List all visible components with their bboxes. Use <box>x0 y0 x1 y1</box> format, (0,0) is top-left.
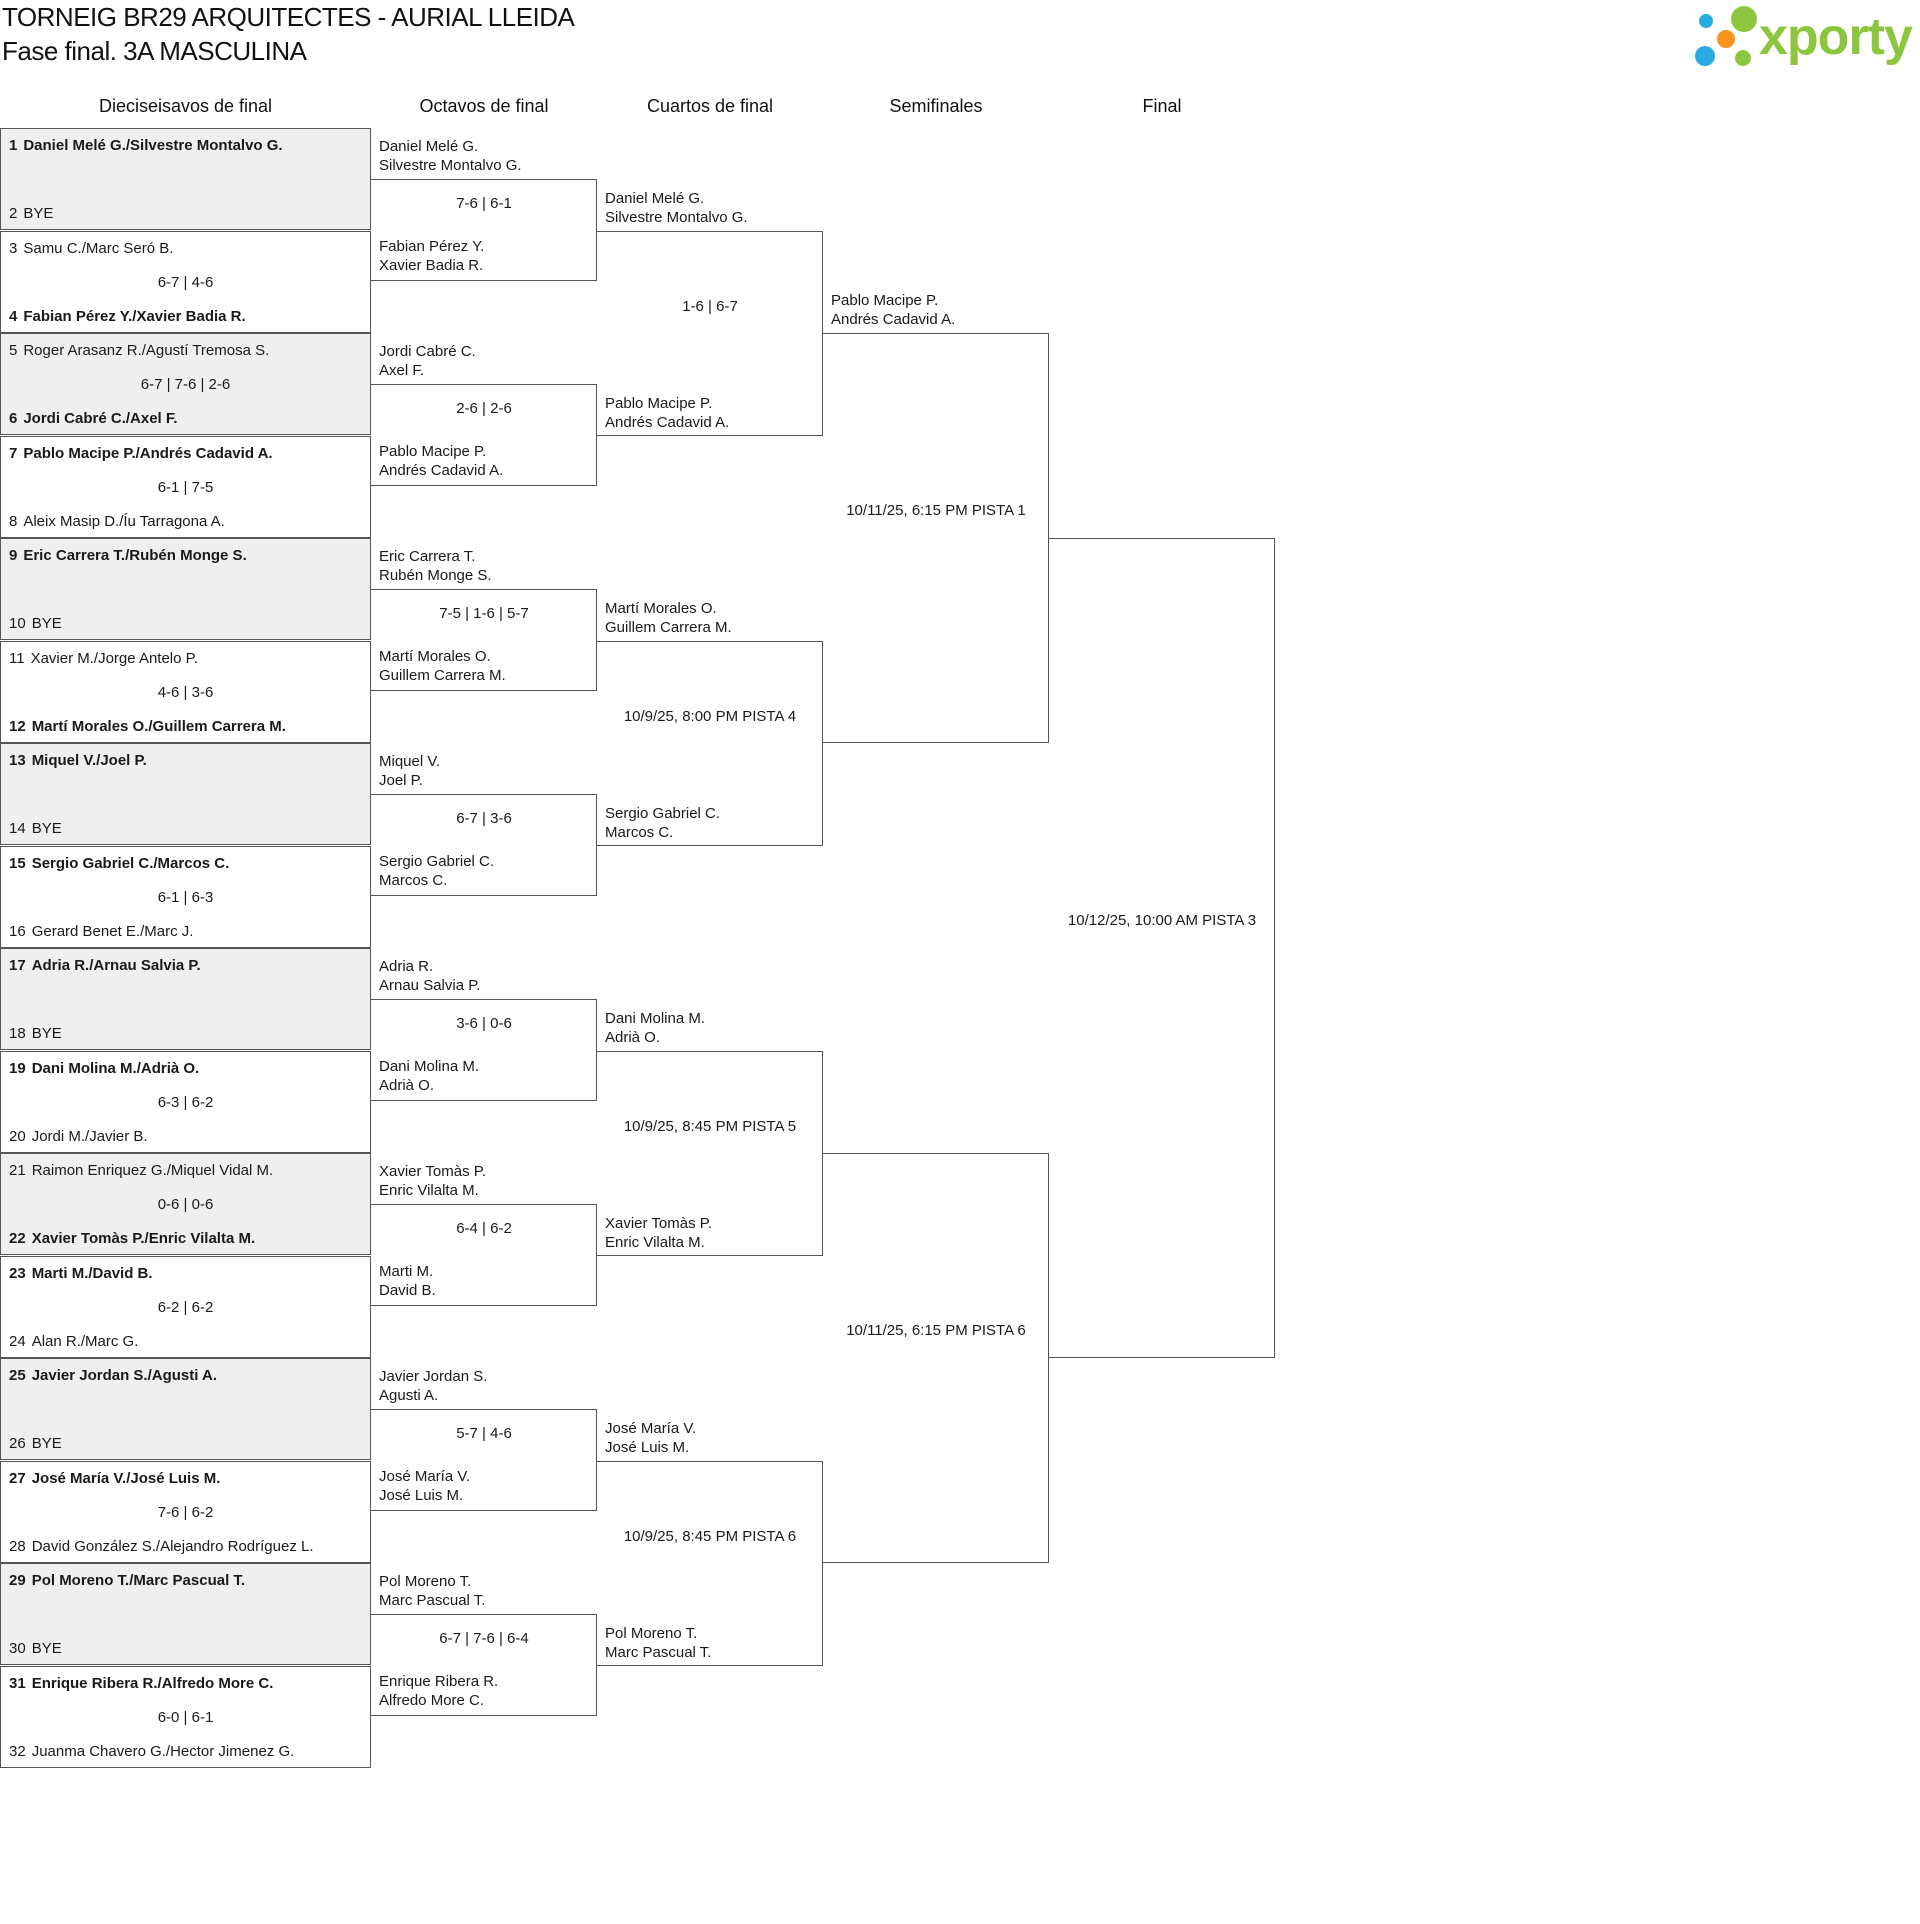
player-name: Xavier Tomàs P. <box>379 1163 486 1180</box>
logo-dot-blue-icon <box>1699 14 1713 28</box>
player-name: Martí Morales O. <box>605 599 717 617</box>
team-name: Enrique Ribera R./Alfredo More C. <box>31 1674 274 1692</box>
match-info: 1-6 | 6-7 <box>682 297 738 315</box>
player-name: Andrés Cadavid A. <box>831 311 956 328</box>
seed-number: 8 <box>9 512 18 530</box>
r32-team-top <box>9 1675 273 1692</box>
team-name: David González S./Alejandro Rodríguez L. <box>31 1537 314 1555</box>
r32-match <box>0 641 371 743</box>
r32-team-top <box>9 752 147 769</box>
r32-match <box>0 846 371 948</box>
player-name: Javier Jordan S. <box>379 1368 488 1385</box>
r16-team-bottom <box>379 1672 498 1710</box>
player-name: Silvestre Montalvo G. <box>605 208 748 226</box>
round-header-sf: Semifinales <box>889 96 983 116</box>
sf-bracket <box>823 1153 1049 1563</box>
qf-team-top <box>605 1009 705 1047</box>
player-name: Rubén Monge S. <box>379 567 492 584</box>
r32-team-bottom <box>9 205 53 222</box>
player-name: Enric Vilalta M. <box>379 1182 479 1199</box>
logo-dot-green-small-icon <box>1735 50 1751 66</box>
match-info: 10/12/25, 10:00 AM PISTA 3 <box>1067 912 1257 929</box>
team-name: Roger Arasanz R./Agustí Tremosa S. <box>23 342 270 359</box>
seed-number: 19 <box>9 1059 26 1077</box>
seed-number: 1 <box>9 137 18 154</box>
phase-title: Fase final. 3A MASCULINA <box>2 36 307 66</box>
r16-team-top <box>379 1367 487 1405</box>
seed-number: 30 <box>9 1640 26 1657</box>
match-score: 2-6 | 2-6 <box>456 400 512 417</box>
r32-team-top <box>9 240 173 257</box>
r32-team-top <box>9 445 273 462</box>
seed-number: 7 <box>9 444 18 462</box>
match-score: 7-5 | 1-6 | 5-7 <box>439 605 529 622</box>
tournament-title: TORNEIG BR29 ARQUITECTES - AURIAL LLEIDA <box>2 2 575 32</box>
player-name: Daniel Melé G. <box>605 189 705 207</box>
r32-team-bottom <box>9 1743 294 1760</box>
r32-team-top <box>9 342 269 359</box>
r32-match <box>0 231 371 333</box>
player-name: Marti M. <box>379 1263 434 1280</box>
r16-team-bottom <box>379 237 484 275</box>
team-name: Miquel V./Joel P. <box>31 752 147 769</box>
team-name: Fabian Pérez Y./Xavier Badia R. <box>23 307 246 325</box>
r32-team-top <box>9 137 283 154</box>
player-name: José Luis M. <box>605 1438 690 1456</box>
logo-dot-green-icon <box>1731 6 1757 32</box>
r32-match <box>0 1153 371 1255</box>
r16-team-bottom <box>379 1467 470 1505</box>
r32-team-bottom <box>9 1538 314 1555</box>
r16-team-bottom <box>379 852 494 890</box>
team-name: Jordi Cabré C./Axel F. <box>23 410 178 427</box>
player-name: Miquel V. <box>379 753 441 770</box>
logo-dot-orange-icon <box>1717 30 1735 48</box>
seed-number: 11 <box>9 649 25 667</box>
qf-team-top <box>605 1419 696 1457</box>
r16-team-bottom <box>379 647 506 685</box>
r32-team-top <box>9 547 247 564</box>
player-name: Andrés Cadavid A. <box>605 413 730 431</box>
r32-team-top <box>9 1470 220 1487</box>
r32-team-top <box>9 1162 273 1179</box>
player-name: Fabian Pérez Y. <box>379 238 485 255</box>
r32-match <box>0 1051 371 1153</box>
sf-team-top <box>831 291 955 329</box>
match-info: 10/11/25, 6:15 PM PISTA 6 <box>846 1322 1026 1339</box>
team-name: Xavier Tomàs P./Enric Vilalta M. <box>31 1230 256 1247</box>
match-score: 6-2 | 6-2 <box>157 1298 214 1316</box>
player-name: José María V. <box>379 1468 471 1485</box>
match-score: 6-1 | 6-3 <box>157 888 214 906</box>
r32-team-bottom <box>9 513 225 530</box>
player-name: Martí Morales O. <box>379 648 491 665</box>
r32-team-bottom <box>9 820 62 837</box>
match-score: 0-6 | 0-6 <box>157 1196 214 1213</box>
r32-team-bottom <box>9 410 178 427</box>
round-header-qf: Cuartos de final <box>646 96 774 116</box>
player-name: Daniel Melé G. <box>379 138 479 155</box>
team-name: Alan R./Marc G. <box>31 1332 139 1350</box>
team-name: Eric Carrera T./Rubén Monge S. <box>23 547 247 564</box>
r16-team-top <box>379 137 522 175</box>
player-name: Pablo Macipe P. <box>379 443 487 460</box>
match-score: 4-6 | 3-6 <box>157 683 214 701</box>
seed-number: 4 <box>9 307 18 325</box>
player-name: Marcos C. <box>605 823 674 841</box>
r32-team-bottom <box>9 1230 255 1247</box>
r32-match <box>0 333 371 435</box>
seed-number: 23 <box>9 1264 26 1282</box>
final-bracket <box>1049 538 1275 1358</box>
r32-team-bottom <box>9 615 62 632</box>
r32-team-bottom <box>9 1025 62 1042</box>
seed-number: 13 <box>9 752 26 769</box>
r16-team-top <box>379 547 492 585</box>
seed-number: 15 <box>9 854 26 872</box>
r32-team-bottom <box>9 923 193 940</box>
r16-team-top <box>379 957 480 995</box>
seed-number: 17 <box>9 957 26 974</box>
r32-team-top <box>9 650 198 667</box>
r32-team-top <box>9 1060 199 1077</box>
team-name: Daniel Melé G./Silvestre Montalvo G. <box>23 137 283 154</box>
player-name: David B. <box>379 1282 436 1299</box>
r16-team-bottom <box>379 1262 436 1300</box>
seed-number: 26 <box>9 1435 26 1452</box>
team-name: Dani Molina M./Adrià O. <box>31 1059 200 1077</box>
player-name: Sergio Gabriel C. <box>379 853 495 870</box>
team-name: BYE <box>31 1025 62 1042</box>
seed-number: 9 <box>9 547 18 564</box>
team-name: Pol Moreno T./Marc Pascual T. <box>31 1572 246 1589</box>
team-name: Marti M./David B. <box>31 1264 153 1282</box>
round-header-r16: Octavos de final <box>419 96 549 116</box>
r32-team-top <box>9 1265 153 1282</box>
player-name: Dani Molina M. <box>605 1009 706 1027</box>
r16-team-top <box>379 1572 485 1610</box>
player-name: Adrià O. <box>379 1077 435 1094</box>
player-name: Jordi Cabré C. <box>379 343 476 360</box>
r16-team-bottom <box>379 1057 479 1095</box>
r16-team-top <box>379 752 440 790</box>
team-name: Juanma Chavero G./Hector Jimenez G. <box>31 1742 295 1760</box>
r32-team-bottom <box>9 718 286 735</box>
r32-match <box>0 1666 371 1768</box>
qf-team-top <box>605 599 732 637</box>
team-name: Gerard Benet E./Marc J. <box>31 922 194 940</box>
team-name: Martí Morales O./Guillem Carrera M. <box>31 717 286 735</box>
player-name: Andrés Cadavid A. <box>379 462 504 479</box>
player-name: Silvestre Montalvo G. <box>379 157 522 174</box>
logo-text: xporty <box>1759 8 1912 66</box>
seed-number: 3 <box>9 239 18 257</box>
match-score: 6-3 | 6-2 <box>157 1093 214 1111</box>
match-score: 6-1 | 7-5 <box>157 478 214 496</box>
player-name: Enrique Ribera R. <box>379 1673 499 1690</box>
match-info: 10/9/25, 8:00 PM PISTA 4 <box>623 707 797 725</box>
player-name: Marc Pascual T. <box>379 1592 486 1609</box>
match-score: 6-0 | 6-1 <box>157 1708 214 1726</box>
team-name: Raimon Enriquez G./Miquel Vidal M. <box>31 1162 274 1179</box>
match-score: 6-7 | 4-6 <box>157 273 214 291</box>
logo-dot-blue-large-icon <box>1695 46 1715 66</box>
round-header-r32: Dieciseisavos de final <box>98 96 273 116</box>
seed-number: 10 <box>9 615 26 632</box>
team-name: BYE <box>31 820 62 837</box>
team-name: Xavier M./Jorge Antelo P. <box>30 649 198 667</box>
player-name: Sergio Gabriel C. <box>605 804 721 822</box>
xporty-logo <box>1695 4 1920 70</box>
player-name: Arnau Salvia P. <box>379 977 481 994</box>
qf-team-top <box>605 189 748 227</box>
r32-match <box>0 1461 371 1563</box>
round-header-final: Final <box>1142 96 1182 116</box>
seed-number: 16 <box>9 922 26 940</box>
player-name: Xavier Tomàs P. <box>605 1214 712 1232</box>
player-name: Pol Moreno T. <box>379 1573 472 1590</box>
player-name: Pol Moreno T. <box>605 1624 698 1642</box>
seed-number: 29 <box>9 1572 26 1589</box>
match-score: 6-4 | 6-2 <box>456 1220 512 1237</box>
qf-team-bottom <box>605 804 720 842</box>
player-name: Agusti A. <box>379 1387 439 1404</box>
player-name: Dani Molina M. <box>379 1058 480 1075</box>
match-info: 10/11/25, 6:15 PM PISTA 1 <box>846 502 1026 519</box>
team-name: Sergio Gabriel C./Marcos C. <box>31 854 230 872</box>
player-name: Alfredo More C. <box>379 1692 485 1709</box>
player-name: Enric Vilalta M. <box>605 1233 705 1251</box>
team-name: BYE <box>31 615 62 632</box>
r32-match <box>0 538 371 640</box>
match-score: 6-7 | 7-6 | 2-6 <box>140 376 231 393</box>
r32-team-top <box>9 957 201 974</box>
r32-match <box>0 1256 371 1358</box>
r32-match <box>0 1358 371 1460</box>
team-name: BYE <box>31 1640 62 1657</box>
qf-team-bottom <box>605 1624 711 1662</box>
r32-match <box>0 1563 371 1665</box>
match-info: 10/9/25, 8:45 PM PISTA 5 <box>623 1117 797 1135</box>
seed-number: 25 <box>9 1367 26 1384</box>
player-name: Pablo Macipe P. <box>605 394 713 412</box>
r32-team-top <box>9 1367 217 1384</box>
player-name: Eric Carrera T. <box>379 548 476 565</box>
seed-number: 27 <box>9 1469 26 1487</box>
r32-team-top <box>9 855 229 872</box>
team-name: BYE <box>23 205 54 222</box>
r16-team-bottom <box>379 442 503 480</box>
match-score: 6-7 | 3-6 <box>456 810 512 827</box>
sf-bracket <box>823 333 1049 743</box>
player-name: Xavier Badia R. <box>379 257 484 274</box>
match-score: 7-6 | 6-1 <box>456 195 512 212</box>
seed-number: 24 <box>9 1332 26 1350</box>
player-name: Marcos C. <box>379 872 448 889</box>
seed-number: 5 <box>9 342 18 359</box>
seed-number: 18 <box>9 1025 26 1042</box>
player-name: Joel P. <box>379 772 423 789</box>
seed-number: 28 <box>9 1537 26 1555</box>
r32-team-bottom <box>9 1435 62 1452</box>
seed-number: 31 <box>9 1674 26 1692</box>
team-name: José María V./José Luis M. <box>31 1469 221 1487</box>
seed-number: 22 <box>9 1230 26 1247</box>
player-name: Guillem Carrera M. <box>605 618 732 636</box>
player-name: Marc Pascual T. <box>605 1643 712 1661</box>
match-score: 7-6 | 6-2 <box>157 1503 214 1521</box>
r32-team-top <box>9 1572 245 1589</box>
seed-number: 12 <box>9 717 26 735</box>
seed-number: 20 <box>9 1127 26 1145</box>
r32-match <box>0 948 371 1050</box>
team-name: Samu C./Marc Seró B. <box>23 239 174 257</box>
player-name: José María V. <box>605 1419 697 1437</box>
r16-team-top <box>379 342 476 380</box>
team-name: Jordi M./Javier B. <box>31 1127 148 1145</box>
team-name: Pablo Macipe P./Andrés Cadavid A. <box>23 444 273 462</box>
player-name: José Luis M. <box>379 1487 464 1504</box>
r32-team-bottom <box>9 1640 62 1657</box>
r32-team-bottom <box>9 1333 138 1350</box>
r32-team-bottom <box>9 308 246 325</box>
seed-number: 2 <box>9 205 18 222</box>
player-name: Adria R. <box>379 958 434 975</box>
player-name: Guillem Carrera M. <box>379 667 506 684</box>
team-name: BYE <box>31 1435 62 1452</box>
team-name: Adria R./Arnau Salvia P. <box>31 957 201 974</box>
r32-match <box>0 128 371 230</box>
qf-team-bottom <box>605 1214 712 1252</box>
team-name: Javier Jordan S./Agusti A. <box>31 1367 218 1384</box>
match-info: 10/9/25, 8:45 PM PISTA 6 <box>623 1527 797 1545</box>
player-name: Adrià O. <box>605 1028 661 1046</box>
seed-number: 14 <box>9 820 26 837</box>
seed-number: 21 <box>9 1162 26 1179</box>
seed-number: 6 <box>9 410 18 427</box>
r32-team-bottom <box>9 1128 148 1145</box>
player-name: Pablo Macipe P. <box>831 292 939 309</box>
r32-match <box>0 743 371 845</box>
match-score: 6-7 | 7-6 | 6-4 <box>439 1630 529 1647</box>
seed-number: 32 <box>9 1742 26 1760</box>
qf-team-bottom <box>605 394 729 432</box>
r16-team-top <box>379 1162 486 1200</box>
player-name: Axel F. <box>379 362 425 379</box>
match-score: 5-7 | 4-6 <box>456 1425 512 1442</box>
team-name: Aleix Masip D./Íu Tarragona A. <box>23 512 225 530</box>
match-score: 3-6 | 0-6 <box>456 1015 512 1032</box>
r32-match <box>0 436 371 538</box>
